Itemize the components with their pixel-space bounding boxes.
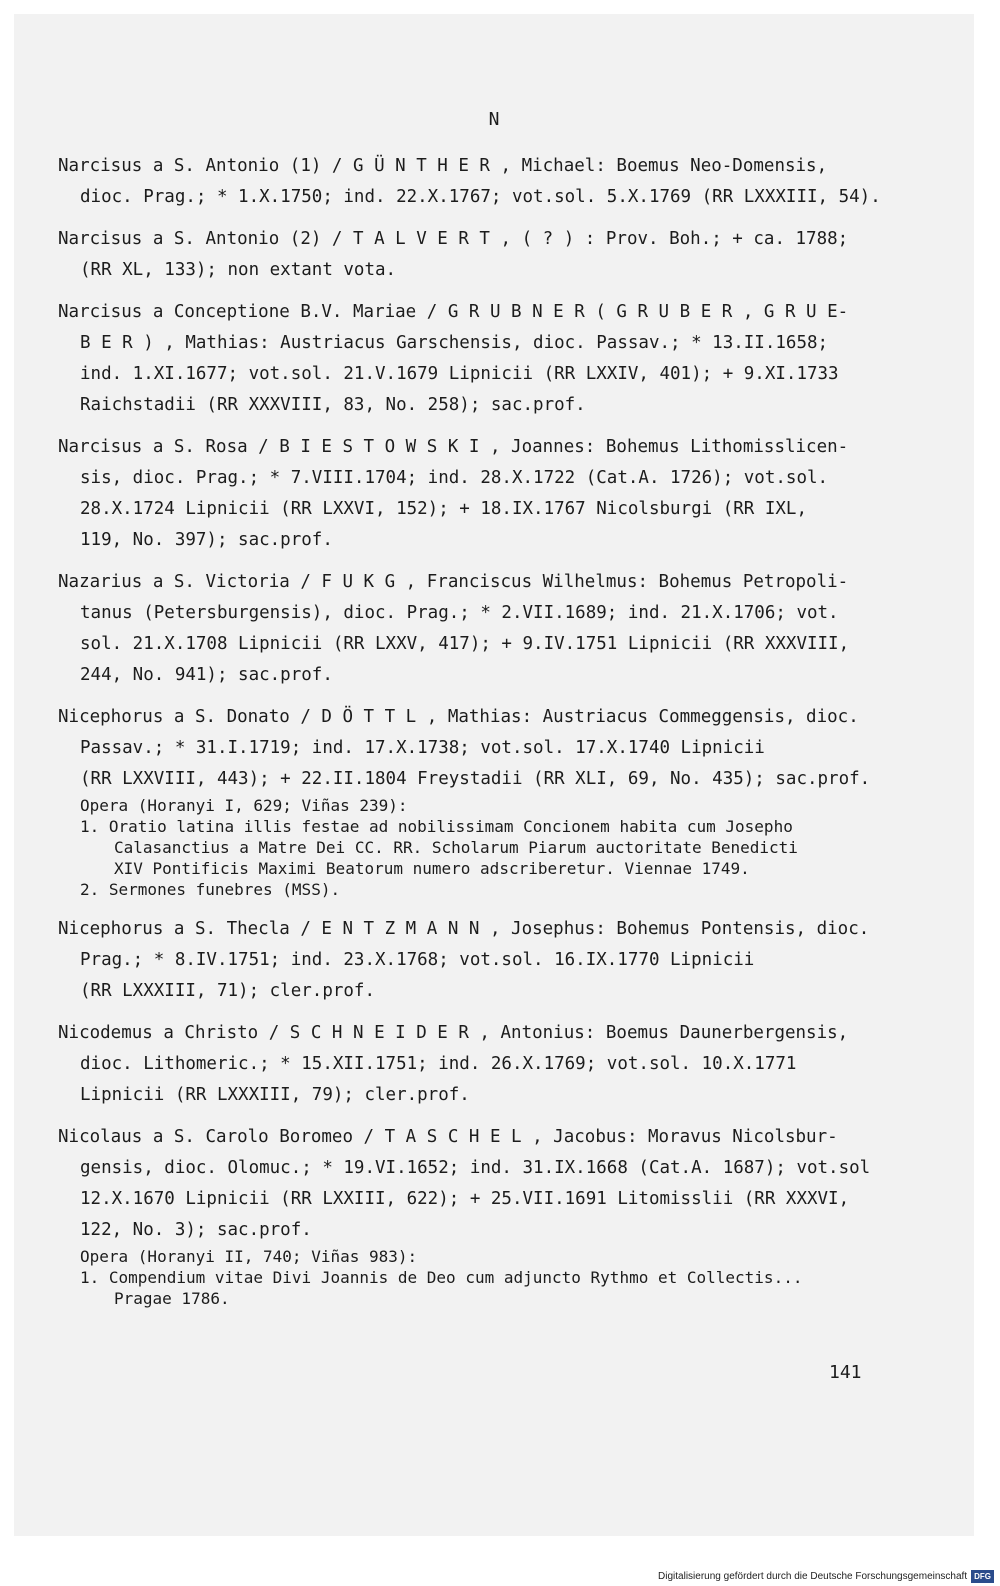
entry-line: tanus (Petersburgensis), dioc. Prag.; * 2.VII.1689; ind. 21.X.1706; vot. [80, 603, 839, 623]
section-letter: N [488, 109, 500, 130]
entry-line: Prag.; * 8.IV.1751; ind. 23.X.1768; vot.sol. 16.IX.1770 Lipnicii [80, 950, 755, 970]
entry-line: 12.X.1670 Lipnicii (RR LXXIII, 622); + 25.VII.1691 Litomisslii (RR XXXVI, [80, 1189, 850, 1209]
entry-line: Nicephorus a S. Thecla / E N T Z M A N N , Josephus: Bohemus Pontensis, dioc. [58, 919, 870, 939]
entry-line: 244, No. 941); sac.prof. [80, 665, 333, 685]
biography-entry [58, 567, 858, 691]
entry-line: B E R ) , Mathias: Austriacus Garschensis, dioc. Passav.; * 13.II.1658; [80, 333, 829, 353]
biography-entry [58, 702, 871, 900]
entry-line: Narcisus a S. Antonio (2) / T A L V E R T , ( ? ) : Prov. Boh.; + ca. 1788; [58, 229, 849, 249]
entry-line: Nazarius a S. Victoria / F U K G , Franciscus Wilhelmus: Bohemus Petropoli- [58, 572, 849, 592]
biography-entry [58, 224, 858, 286]
entry-line: (RR LXXXIII, 71); cler.prof. [80, 981, 376, 1001]
opera-item-continuation: XIV Pontificis Maximi Beatorum numero adscriberetur. Viennae 1749. [114, 859, 750, 878]
footer-text: Digitalisierung gefördert durch die Deutsche Forschungsgemeinschaft [658, 1571, 968, 1582]
entry-line: Nicolaus a S. Carolo Boromeo / T A S C H E L , Jacobus: Moravus Nicolsbur- [58, 1127, 838, 1147]
biography-entry [58, 297, 858, 421]
entry-line: dioc. Lithomeric.; * 15.XII.1751; ind. 26.X.1769; vot.sol. 10.X.1771 [80, 1054, 797, 1074]
entry-line: Raichstadii (RR XXXVIII, 83, No. 258); sac.prof. [80, 395, 586, 415]
opera-item: 1. Compendium vitae Divi Joannis de Deo cum adjuncto Rythmo et Collectis... [80, 1268, 803, 1287]
entry-line: sol. 21.X.1708 Lipnicii (RR LXXV, 417); + 9.IV.1751 Lipnicii (RR XXXVIII, [80, 634, 850, 654]
entry-line: Nicephorus a S. Donato / D Ö T T L , Mathias: Austriacus Commeggensis, dioc. [58, 707, 859, 727]
entry-line: (RR LXXVIII, 443); + 22.II.1804 Freystadii (RR XLI, 69, No. 435); sac.prof. [80, 769, 871, 789]
opera-item: 1. Oratio latina illis festae ad nobilissimam Concionem habita cum Josepho [80, 817, 793, 836]
page-number: 141 [829, 1362, 862, 1383]
entry-line: Narcisus a S. Antonio (1) / G Ü N T H E R , Michael: Boemus Neo-Domensis, [58, 156, 828, 176]
entry-line: (RR XL, 133); non extant vota. [80, 260, 397, 280]
entry-line: sis, dioc. Prag.; * 7.VIII.1704; ind. 28.X.1722 (Cat.A. 1726); vot.sol. [80, 468, 829, 488]
biography-entry [58, 151, 881, 213]
opera-heading: Opera (Horanyi I, 629; Viñas 239): [80, 796, 408, 815]
entry-line: ind. 1.XI.1677; vot.sol. 21.V.1679 Lipnicii (RR LXXIV, 401); + 9.XI.1733 [80, 364, 839, 384]
entry-line: 122, No. 3); sac.prof. [80, 1220, 312, 1240]
dfg-logo: DFG [971, 1570, 994, 1583]
entry-line: gensis, dioc. Olomuc.; * 19.VI.1652; ind. 31.IX.1668 (Cat.A. 1687); vot.sol [80, 1158, 871, 1178]
opera-item-continuation: Pragae 1786. [114, 1289, 230, 1308]
entry-line: 119, No. 397); sac.prof. [80, 530, 333, 550]
entry-list [58, 151, 881, 1323]
opera-heading: Opera (Horanyi II, 740; Viñas 983): [80, 1247, 418, 1266]
entry-line: Narcisus a Conceptione B.V. Mariae / G R U B N E R ( G R U B E R , G R U E- [58, 302, 849, 322]
biography-entry [58, 432, 858, 556]
entry-line: Nicodemus a Christo / S C H N E I D E R , Antonius: Boemus Daunerbergensis, [58, 1023, 849, 1043]
opera-item-continuation: Calasanctius a Matre Dei CC. RR. Scholarum Piarum auctoritate Benedicti [114, 838, 798, 857]
entry-line: Passav.; * 31.I.1719; ind. 17.X.1738; vot.sol. 17.X.1740 Lipnicii [80, 738, 765, 758]
footer [658, 1570, 994, 1583]
biography-entry [58, 914, 870, 1007]
entry-line: Lipnicii (RR LXXXIII, 79); cler.prof. [80, 1085, 470, 1105]
entry-line: 28.X.1724 Lipnicii (RR LXXVI, 152); + 18.IX.1767 Nicolsburgi (RR IXL, [80, 499, 807, 519]
document-page [14, 14, 974, 1536]
biography-entry [58, 1018, 858, 1111]
biography-entry [58, 1122, 871, 1309]
opera-item: 2. Sermones funebres (MSS). [80, 880, 341, 899]
entry-line: Narcisus a S. Rosa / B I E S T O W S K I , Joannes: Bohemus Lithomisslicen- [58, 437, 849, 457]
entry-line: dioc. Prag.; * 1.X.1750; ind. 22.X.1767; vot.sol. 5.X.1769 (RR LXXXIII, 54). [80, 187, 881, 207]
